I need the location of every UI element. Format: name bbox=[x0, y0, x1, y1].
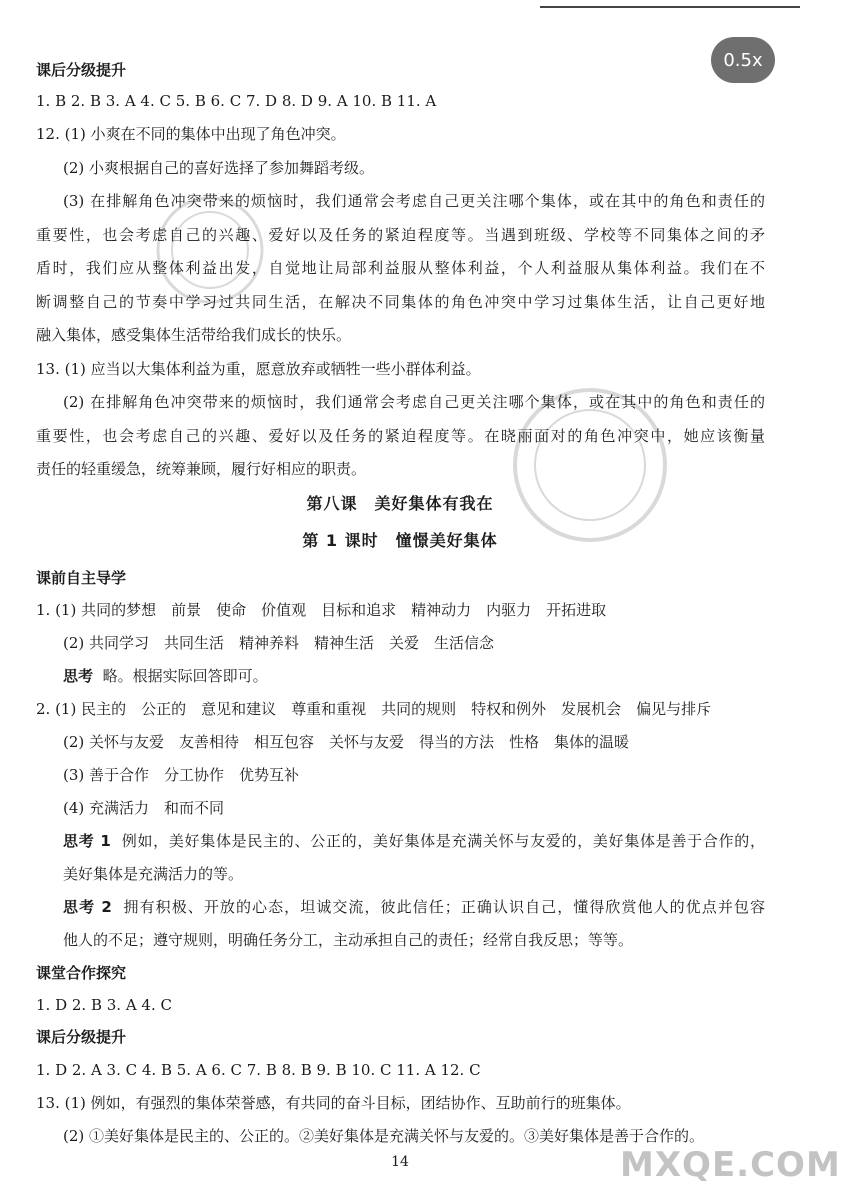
q12-part3-line3: 盾时，我们应从整体利益出发，自觉地让局部利益服从整体利益，个人利益服从集体利益。我们在不 bbox=[36, 259, 765, 277]
think-text: 略。根据实际回答即可。 bbox=[102, 667, 268, 685]
lesson-title: 第八课 美好集体有我在 bbox=[306, 494, 494, 513]
s2-line-5: (3) 善于合作 分工协作 优势互补 bbox=[63, 766, 300, 784]
lesson-subtitle: 第 1 课时 憧憬美好集体 bbox=[302, 531, 498, 550]
s4-q13-part1: 13. (1) 例如，有强烈的集体荣誉感，有共同的奋斗目标，团结协作、互助前行的班集体。 bbox=[36, 1094, 631, 1112]
s2-think bbox=[63, 666, 268, 686]
s2-think1-line1 bbox=[63, 831, 765, 851]
page-number: 14 bbox=[391, 1154, 409, 1170]
think-label: 思考 bbox=[63, 667, 94, 685]
section-heading-in-class: 课堂合作探究 bbox=[36, 964, 127, 982]
q13-part1: 13. (1) 应当以大集体利益为重，愿意放弃或牺牲一些小群体利益。 bbox=[36, 360, 481, 378]
q12-part3-line4: 断调整自己的节奏中学习过共同生活，在解决不同集体的角色冲突中学习过集体生活，让自己更好地 bbox=[36, 293, 765, 311]
top-border-line bbox=[540, 6, 800, 8]
s2-line-3: 2. (1) 民主的 公正的 意见和建议 尊重和重视 共同的规则 特权和例外 发展机会 偏见与排斥 bbox=[36, 700, 712, 718]
s2-line-6: (4) 充满活力 和而不同 bbox=[63, 799, 225, 817]
s2-line-4: (2) 关怀与友爱 友善相待 相互包容 关怀与友爱 得当的方法 性格 集体的温暖 bbox=[63, 733, 630, 751]
s4-q13-part2: (2) ①美好集体是民主的、公正的。②美好集体是充满关怀与友爱的。③美好集体是善于合作的。 bbox=[63, 1127, 705, 1145]
q13-part2-line3: 责任的轻重缓急，统筹兼顾，履行好相应的职责。 bbox=[36, 460, 367, 478]
section-heading-after-class-1: 课后分级提升 bbox=[36, 61, 127, 79]
s2-line-2: (2) 共同学习 共同生活 精神养料 精神生活 关爱 生活信念 bbox=[63, 634, 495, 652]
s2-line-1: 1. (1) 共同的梦想 前景 使命 价值观 目标和追求 精神动力 内驱力 开拓进取 bbox=[36, 601, 607, 619]
s2-think2-line2: 他人的不足；遵守规则，明确任务分工，主动承担自己的责任；经常自我反思；等等。 bbox=[63, 931, 634, 949]
q12-part3-line5: 融入集体，感受集体生活带给我们成长的快乐。 bbox=[36, 326, 352, 344]
section-heading-after-class-2: 课后分级提升 bbox=[36, 1028, 127, 1046]
zoom-level-badge[interactable]: 0.5x bbox=[711, 37, 775, 83]
answer-line-s4: 1. D 2. A 3. C 4. B 5. A 6. C 7. B 8. B 9. B 10. C 11. A 12. C bbox=[36, 1061, 481, 1079]
s2-think1-line2: 美好集体是充满活力的等。 bbox=[63, 865, 244, 883]
q13-part2-line1: (2) 在排解角色冲突带来的烦恼时，我们通常会考虑自己更关注哪个集体，或在其中的角色和责任的 bbox=[63, 393, 765, 411]
site-watermark: MXQE.COM bbox=[620, 1145, 841, 1185]
q13-part2-line2: 重要性，也会考虑自己的兴趣、爱好以及任务的紧迫程度等。在晓丽面对的角色冲突中，她应该衡量 bbox=[36, 427, 765, 445]
q12-part2: (2) 小爽根据自己的喜好选择了参加舞蹈考级。 bbox=[63, 159, 375, 177]
q12-part3-line2: 重要性，也会考虑自己的兴趣、爱好以及任务的紧迫程度等。当遇到班级、学校等不同集体之间的矛 bbox=[36, 226, 765, 244]
think2-text-a: 拥有积极、开放的心态，坦诚交流，彼此信任；正确认识自己，懂得欣赏他人的优点并包容 bbox=[123, 898, 765, 916]
think1-label: 思考 1 bbox=[63, 832, 111, 850]
q12-part3-line1: (3) 在排解角色冲突带来的烦恼时，我们通常会考虑自己更关注哪个集体，或在其中的角色和责任的 bbox=[63, 192, 765, 210]
answer-line-s3: 1. D 2. B 3. A 4. C bbox=[36, 996, 172, 1014]
think2-label: 思考 2 bbox=[63, 898, 112, 916]
q12-part1: 12. (1) 小爽在不同的集体中出现了角色冲突。 bbox=[36, 125, 346, 143]
answer-line-s1: 1. B 2. B 3. A 4. C 5. B 6. C 7. D 8. D 9. A 10. B 11. A bbox=[36, 92, 437, 110]
s2-think2-line1 bbox=[63, 897, 765, 917]
think1-text-a: 例如，美好集体是民主的、公正的，美好集体是充满关怀与友爱的，美好集体是善于合作的， bbox=[121, 832, 765, 850]
section-heading-pre-class: 课前自主导学 bbox=[36, 569, 127, 587]
